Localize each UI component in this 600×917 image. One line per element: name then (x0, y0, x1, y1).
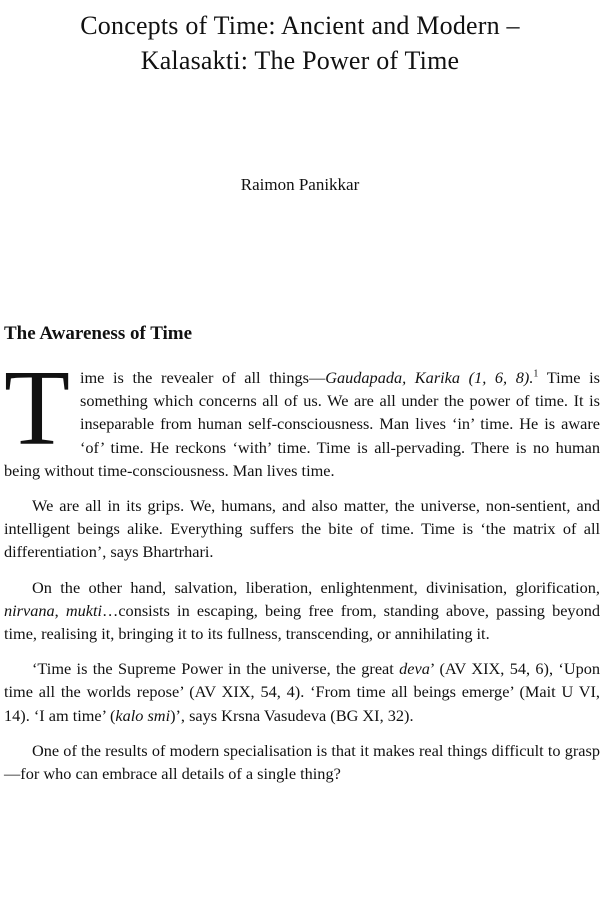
author-name: Raimon Panikkar (240, 175, 360, 194)
chapter-title-line-1: Concepts of Time: Ancient and Modern – (80, 11, 520, 40)
paragraph-3 (4, 576, 600, 646)
paragraph-4 (4, 657, 600, 727)
term-deva: deva (399, 659, 430, 679)
epigraph-dash: — (308, 368, 326, 387)
epigraph-text: ime is the revealer of all things (79, 368, 309, 387)
term-kalo-smi: kalo smi (115, 705, 171, 725)
chapter-title (0, 8, 600, 78)
epigraph-source: Gaudapada, Karika (1, 6, 8). (325, 368, 534, 387)
paragraph-3-text-b: …consists in escaping, being free from, standing above, passing beyond time, realising it, bringing it to its fullness, transcending, or annihilating it. (4, 600, 600, 644)
paragraph-4-text-c: )’, says Krsna Vasudeva (BG XI, 32). (170, 705, 414, 725)
footnote-marker: 1 (533, 368, 539, 380)
paragraph-5: One of the results of modern specialisation is that it makes real things difficult to grasp—for who can embrace all details of a single thing? (4, 740, 600, 784)
paragraph-4-text-a: ‘Time is the Supreme Power in the universe, the great (32, 659, 400, 679)
paragraph-1-text: Time is something which concerns all of us. We are all under the power of time. It is inseparable from human self-consciousness. Man lives ‘in’ time. He is aware ‘of’ time. He reckons ‘with’ time. Time is all-pervading. There is no human being without time-consciousness. Man lives time. (4, 368, 600, 480)
section-heading: The Awareness of Time (4, 323, 193, 344)
paragraph-1 (4, 349, 600, 482)
paragraph-4-text-b: ’ (AV XIX, 54, 6), ‘Upon time all the worlds repose’ (AV XIX, 54, 4). ‘From time all beings emerge’ (Mait U VI, 14). ‘I am time’ ( (4, 659, 600, 725)
paragraph-3-text-a: On the other hand, salvation, liberation, enlightenment, divinisation, glorification, (32, 577, 600, 597)
term-nirvana: nirvana (4, 600, 55, 620)
chapter-title-line-2: Kalasakti: The Power of Time (140, 46, 460, 75)
term-mukti: mukti (65, 600, 103, 620)
paragraph-2: We are all in its grips. We, humans, and also matter, the universe, non-sentient, and intelligent beings alike. Everything suffers the bite of time. Time is ‘the matrix of all differentiation’, says Bhartrhari. (4, 496, 600, 562)
body-text (4, 349, 600, 785)
drop-cap: T (4, 349, 70, 468)
paragraph-3-comma: , (54, 600, 66, 620)
